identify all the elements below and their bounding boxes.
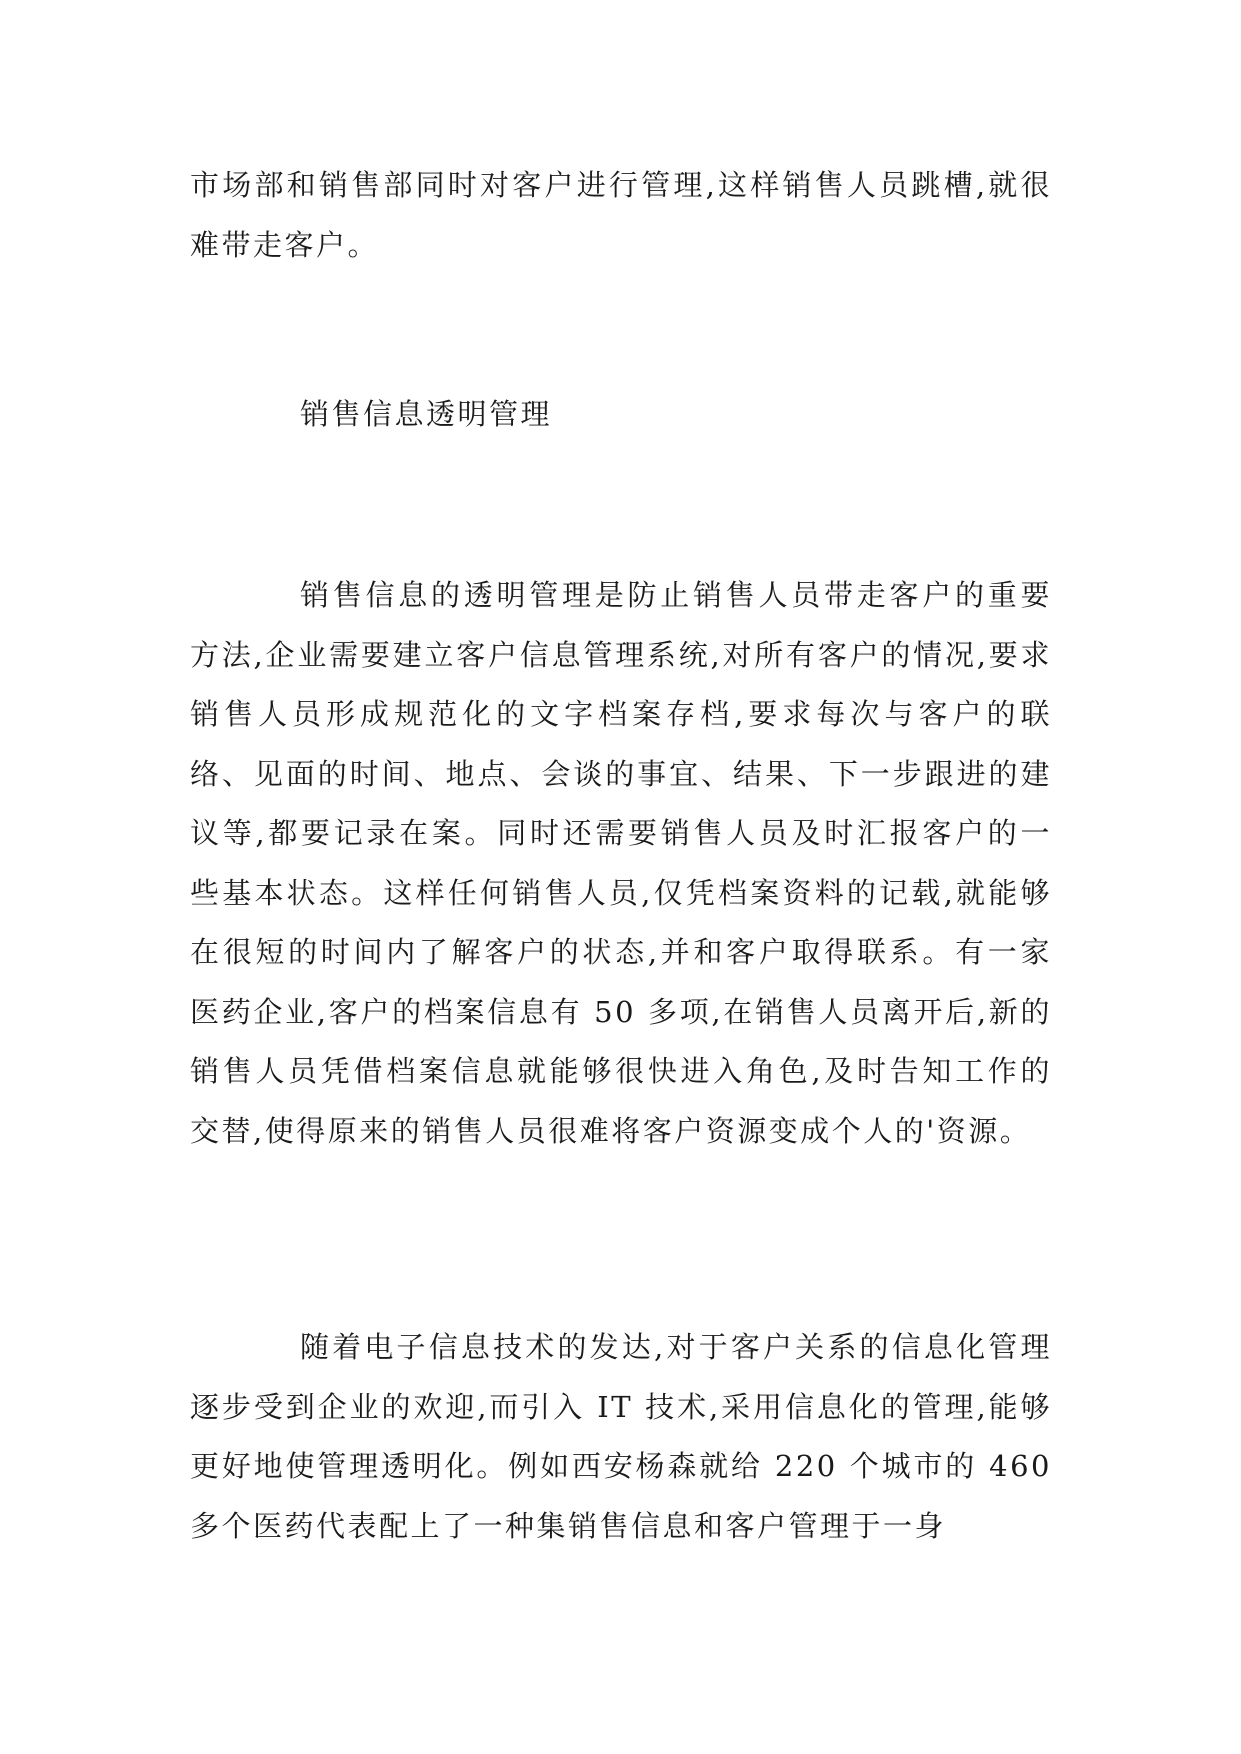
section-heading: 销售信息透明管理 [300,397,553,431]
paragraph-transparent-management: 销售信息的透明管理是防止销售人员带走客户的重要方法,企业需要建立客户信息管理系统,对所有客户的情况,要求销售人员形成规范化的文字档案存档,要求每次与客户的联络、见面的时间、地点、会谈的事宜、结果、下一步跟进的建议等,都要记录在案。同时还需要销售人员及时汇报客户的一些基本状态。这样任何销售人员,仅凭档案资料的记载,就能够在很短的时间内了解客户的状态,并和客户取得联系。有一家医药企业,客户的档案信息有 50 多项,在销售人员离开后,新的销售人员凭借档案信息就能够很快进入角色,及时告知工作的交替,使得原来的销售人员很难将客户资源变成个人的'资源。 [190,578,1052,1148]
paragraph-it-management: 随着电子信息技术的发达,对于客户关系的信息化管理逐步受到企业的欢迎,而引入 IT 技术,采用信息化的管理,能够更好地使管理透明化。例如西安杨森就给 220 个城市的 460 多个医药代表配上了一种集销售信息和客户管理于一身 [190,1330,1052,1543]
paragraph-customer-management: 市场部和销售部同时对客户进行管理,这样销售人员跳槽,就很难带走客户。 [190,168,1052,262]
